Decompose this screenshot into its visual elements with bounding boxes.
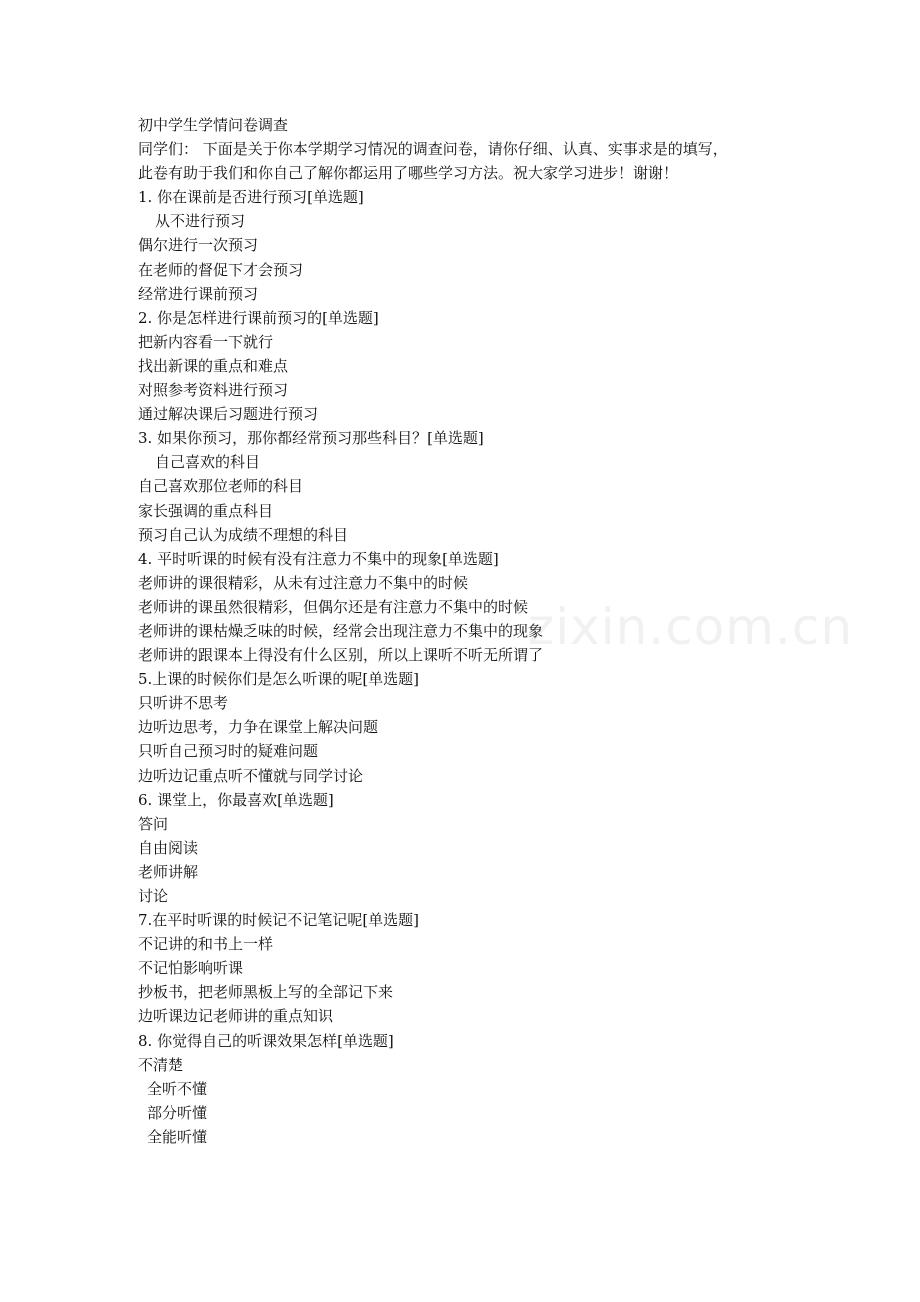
option: 老师讲的课枯燥乏味的时候，经常会出现注意力不集中的现象 [138, 621, 544, 640]
option: 在老师的督促下才会预习 [138, 260, 304, 279]
option: 抄板书，把老师黑板上写的全部记下来 [138, 983, 394, 1002]
option: 老师讲解 [138, 862, 199, 881]
option: 老师讲的课很精彩，从未有过注意力不集中的时候 [138, 573, 469, 592]
option: 讨论 [138, 887, 169, 905]
option: 不记怕影响听课 [138, 959, 244, 978]
survey-document [138, 113, 788, 1149]
question-1: 1. 你在课前是否进行预习[单选题] [138, 188, 364, 207]
question-4: 4. 平时听课的时候有没有注意力不集中的现象[单选题] [138, 549, 499, 568]
option: 从不进行预习 [155, 212, 246, 231]
option: 边听边思考，力争在课堂上解决问题 [138, 718, 379, 737]
option: 部分听懂 [147, 1103, 208, 1122]
option: 边听课边记老师讲的重点知识 [138, 1007, 334, 1026]
question-3: 3. 如果你预习，那你都经常预习那些科目？[单选题] [138, 429, 484, 448]
option: 全听不懂 [147, 1079, 208, 1098]
document-title: 初中学生学情问卷调查 [138, 116, 289, 134]
question-7: 7.在平时听课的时候记不记笔记呢[单选题] [138, 911, 420, 930]
option: 预习自己认为成绩不理想的科目 [138, 525, 349, 544]
option: 自由阅读 [138, 838, 199, 857]
option: 只听自己预习时的疑难问题 [138, 742, 319, 761]
option: 自己喜欢的科目 [155, 453, 261, 472]
option: 只听讲不思考 [138, 694, 229, 713]
question-5: 5.上课的时候你们是怎么听课的呢[单选题] [138, 670, 420, 689]
question-6: 6. 课堂上，你最喜欢[单选题] [138, 790, 334, 809]
option: 全能听懂 [147, 1127, 208, 1146]
option: 把新内容看一下就行 [138, 332, 274, 351]
option: 经常进行课前预习 [138, 284, 259, 303]
option: 通过解决课后习题进行预习 [138, 405, 319, 424]
question-8: 8. 你觉得自己的听课效果怎样[单选题] [138, 1031, 394, 1050]
option: 老师讲的课虽然很精彩，但偶尔还是有注意力不集中的时候 [138, 597, 529, 616]
option: 不清楚 [138, 1055, 184, 1074]
option: 边听边记重点听不懂就与同学讨论 [138, 766, 364, 785]
option: 对照参考资料进行预习 [138, 381, 289, 400]
watermark: zixin.com.cn [528, 598, 854, 656]
option: 老师讲的跟课本上得没有什么区别，所以上课听不听无所谓了 [138, 646, 544, 665]
option: 找出新课的重点和难点 [138, 356, 289, 375]
intro-line-2: 此卷有助于我们和你自己了解你都运用了哪些学习方法。祝大家学习进步！谢谢！ [138, 164, 679, 183]
option: 不记讲的和书上一样 [138, 935, 274, 954]
option: 偶尔进行一次预习 [138, 236, 259, 255]
option: 答问 [138, 814, 169, 833]
option: 家长强调的重点科目 [138, 501, 274, 520]
intro-line-1: 同学们： 下面是关于你本学期学习情况的调查问卷，请你仔细、认真、实事求是的填写， [138, 140, 728, 159]
option: 自己喜欢那位老师的科目 [138, 477, 304, 496]
question-2: 2. 你是怎样进行课前预习的[单选题] [138, 308, 379, 327]
